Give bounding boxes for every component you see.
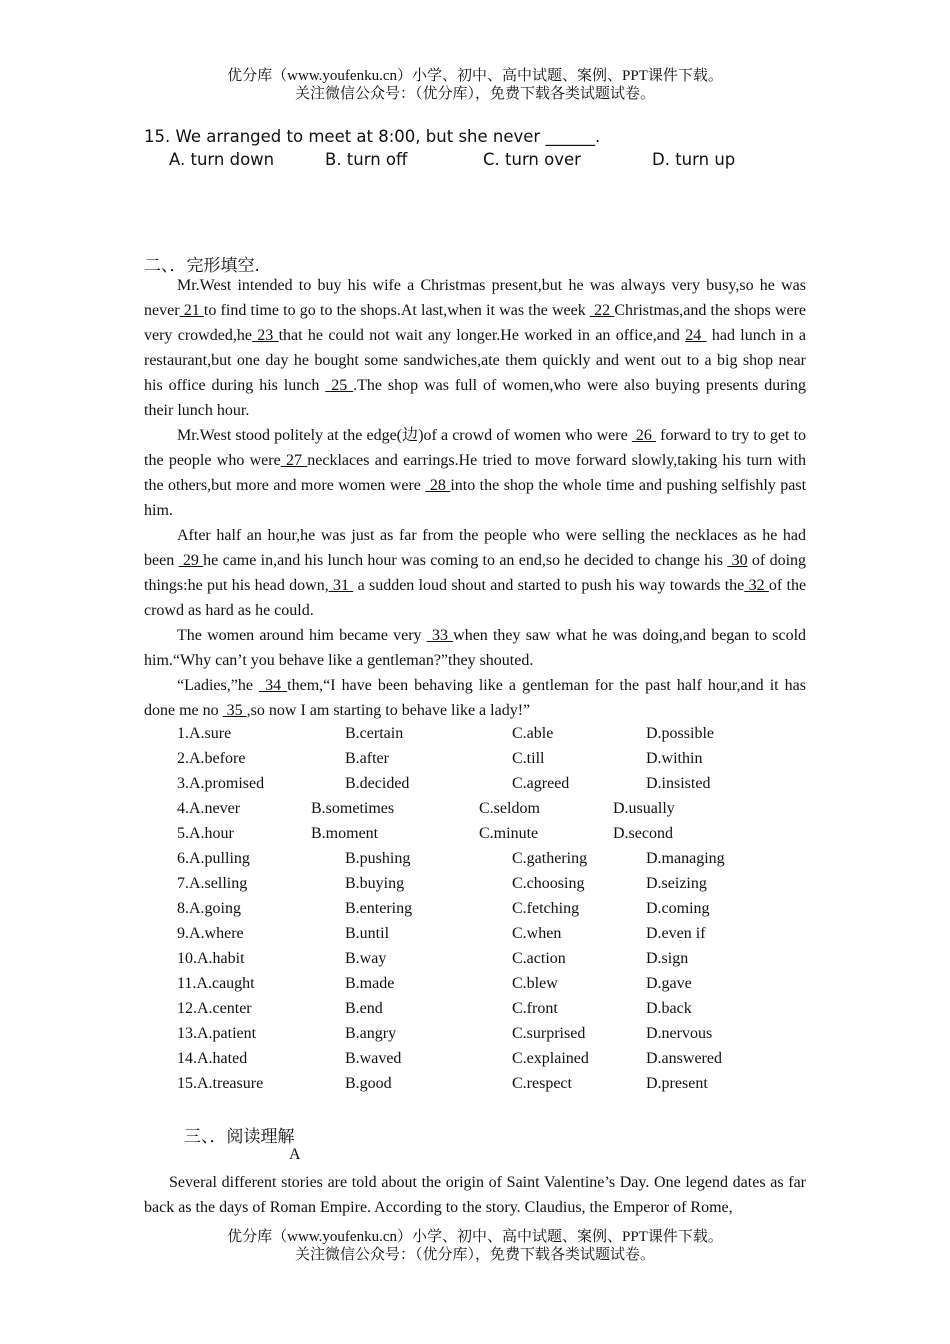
choice-option-b: B.made	[345, 975, 395, 992]
choice-option-c: C.action	[512, 950, 566, 967]
choice-row	[144, 796, 844, 821]
choice-row	[144, 746, 844, 771]
question-15	[144, 127, 844, 174]
choice-option-a: 11.A.caught	[177, 975, 255, 992]
blank-33: 33	[426, 627, 454, 644]
text-run: forward to try to get to the people who were	[144, 427, 807, 469]
choice-option-b: B.way	[345, 950, 387, 967]
choice-option-c: C.blew	[512, 975, 558, 992]
choice-option-a: 6.A.pulling	[177, 850, 250, 867]
choice-option-c: C.respect	[512, 1075, 572, 1092]
text-run: when they saw what he was doing,and began to scold him.“Why can’t you behave like a gentleman?”they shouted.	[144, 627, 807, 669]
choice-option-a: 15.A.treasure	[177, 1075, 264, 1092]
choice-option-c: C.fetching	[512, 900, 580, 917]
blank-22: 22	[589, 302, 615, 319]
text-run: Mr.West intended to buy his wife a Christmas present,but he was always very busy,so he was never	[144, 277, 806, 319]
choice-row	[144, 921, 844, 946]
choice-option-b: B.good	[345, 1075, 392, 1092]
choice-row	[144, 896, 844, 921]
blank-34: 34	[259, 677, 288, 694]
text-run: into the shop the whole time and pushing selfishly past him.	[144, 477, 807, 519]
text-run: .The shop was full of women,who were also buying presents during their lunch hour.	[144, 377, 807, 419]
blank-30: 30	[727, 552, 748, 569]
blank-27: 27	[280, 452, 308, 469]
header-line-1: 优分库（www.youfenku.cn）小学、初中、高中试题、案例、PPT课件下载。	[227, 68, 723, 84]
choice-row	[144, 996, 844, 1021]
choice-option-b: B.after	[345, 750, 389, 767]
blank-25: 25	[325, 377, 354, 394]
passage-label: A	[289, 1146, 301, 1163]
blank-26: 26	[631, 427, 657, 444]
choice-option-d: D.nervous	[646, 1025, 713, 1042]
choice-option-b: B.angry	[345, 1025, 397, 1042]
q15-option-d: D. turn up	[652, 150, 736, 169]
q15-option-a: A. turn down	[169, 150, 275, 169]
text-run: them,“I have been behaving like a gentleman for the past half hour,and it has done me no	[144, 677, 806, 719]
cloze-paragraph-3	[144, 523, 806, 623]
blank-23: 23	[251, 327, 279, 344]
text-run: that he could not wait any longer.He worked in an office,and	[278, 327, 686, 344]
blank-32: 32	[744, 577, 769, 594]
choice-option-c: C.front	[512, 1000, 558, 1017]
text-run: he came in,and his lunch hour was coming to an end,so he decided to change his	[203, 552, 728, 569]
reading-paragraph-1: Several different stories are told about the origin of Saint Valentine’s Day. One legend dates as far back as the days of Roman Empire. According to the story. Claudius, the Emperor of Rome,	[144, 1174, 806, 1216]
text-run: The women around him became very	[177, 627, 427, 644]
choice-option-d: D.managing	[646, 850, 725, 867]
question-15-stem: 15. We arranged to meet at 8:00, but she never ______.	[144, 127, 601, 146]
choice-option-d: D.even if	[646, 925, 706, 942]
header-line-2: 关注微信公众号：（优分库），免费下载各类试题试卷。	[294, 86, 655, 102]
page-footer	[0, 1228, 950, 1264]
choice-option-c: C.surprised	[512, 1025, 586, 1042]
choice-option-d: D.within	[646, 750, 703, 767]
choice-option-b: B.entering	[345, 900, 413, 917]
choice-option-d: D.seizing	[646, 875, 707, 892]
choice-option-d: D.sign	[646, 950, 689, 967]
choice-option-d: D.present	[646, 1075, 708, 1092]
choice-row	[144, 871, 844, 896]
blank-28: 28	[425, 477, 451, 494]
choice-row	[144, 971, 844, 996]
reading-passage	[144, 1170, 806, 1220]
choice-option-d: D.possible	[646, 725, 714, 742]
choice-option-b: B.pushing	[345, 850, 411, 867]
text-run: of the crowd as hard as he could.	[144, 577, 807, 619]
text-run: Mr.West stood politely at the edge(边)of a crowd of women who were	[177, 427, 632, 444]
footer-line-2: 关注微信公众号：（优分库），免费下载各类试题试卷。	[294, 1247, 655, 1263]
text-run: necklaces and earrings.He tried to move forward slowly,taking his turn with the others,but more and more women were	[144, 452, 806, 494]
q15-option-b: B. turn off	[325, 150, 408, 169]
choice-option-d: D.coming	[646, 900, 710, 917]
choice-option-c: C.able	[512, 725, 554, 742]
choice-option-a: 8.A.going	[177, 900, 241, 917]
text-run: “Ladies,”he	[177, 677, 260, 694]
choice-option-a: 5.A.hour	[177, 825, 234, 842]
choice-row	[144, 846, 844, 871]
choice-row	[144, 821, 844, 846]
choice-option-a: 4.A.never	[177, 800, 241, 817]
choice-option-b: B.end	[345, 1000, 383, 1017]
choice-option-c: C.choosing	[512, 875, 585, 892]
choice-option-d: D.answered	[646, 1050, 722, 1067]
text-run: of doing things:he put his head down,	[144, 552, 807, 594]
choice-option-a: 10.A.habit	[177, 950, 245, 967]
blank-21: 21	[179, 302, 204, 319]
blank-35: 35	[222, 702, 247, 719]
choice-option-b: B.waved	[345, 1050, 402, 1067]
blank-29: 29	[178, 552, 204, 569]
choice-row	[144, 721, 844, 746]
footer-line-1: 优分库（www.youfenku.cn）小学、初中、高中试题、案例、PPT课件下载。	[227, 1229, 723, 1245]
choice-option-c: C.when	[512, 925, 562, 942]
choice-option-d: D.gave	[646, 975, 692, 992]
blank-31: 31	[328, 577, 354, 594]
choice-option-a: 2.A.before	[177, 750, 246, 767]
choice-option-b: B.moment	[311, 825, 379, 842]
page-header	[0, 67, 950, 103]
choice-row	[144, 946, 844, 971]
choices-table	[144, 721, 844, 1096]
text-run: a sudden loud shout and started to push his way towards the	[353, 577, 745, 594]
text-run: had lunch in a restaurant,but one day he bought some sandwiches,ate them quickly and went out to a big shop near his office during his lunch	[144, 327, 807, 394]
choice-option-c: C.agreed	[512, 775, 570, 792]
choice-option-c: C.gathering	[512, 850, 588, 867]
choice-option-c: C.till	[512, 750, 545, 767]
choice-option-d: D.back	[646, 1000, 692, 1017]
choice-option-d: D.second	[613, 825, 673, 842]
choice-option-b: B.certain	[345, 725, 404, 742]
choice-row	[144, 1071, 844, 1096]
text-run: to find time to go to the shops.At last,when it was the week	[203, 302, 590, 319]
text-run: ,so now I am starting to behave like a lady!”	[246, 702, 531, 719]
choice-row	[144, 1021, 844, 1046]
choice-option-b: B.buying	[345, 875, 405, 892]
choice-option-a: 9.A.where	[177, 925, 244, 942]
cloze-paragraph-2	[144, 423, 806, 523]
blank-24: 24	[685, 327, 707, 344]
section-2-title: 二、．完形填空.	[144, 256, 260, 276]
choice-option-a: 3.A.promised	[177, 775, 265, 792]
q15-option-c: C. turn over	[483, 150, 581, 169]
choice-option-c: C.minute	[479, 825, 539, 842]
choice-option-a: 12.A.center	[177, 1000, 252, 1017]
choice-option-b: B.decided	[345, 775, 410, 792]
choice-option-a: 14.A.hated	[177, 1050, 248, 1067]
choice-option-a: 13.A.patient	[177, 1025, 257, 1042]
choice-option-c: C.explained	[512, 1050, 589, 1067]
choice-option-d: D.usually	[613, 800, 675, 817]
section-3-title: 三、．阅读理解	[184, 1127, 295, 1147]
choice-option-a: 7.A.selling	[177, 875, 248, 892]
choice-option-d: D.insisted	[646, 775, 711, 792]
choice-option-a: 1.A.sure	[177, 725, 232, 742]
choice-option-b: B.until	[345, 925, 390, 942]
cloze-passage	[144, 273, 806, 723]
text-run: After half an hour,he was just as far from the people who were selling the necklaces as he had been	[144, 527, 806, 569]
choice-row	[144, 771, 844, 796]
choice-row	[144, 1046, 844, 1071]
choice-option-c: C.seldom	[479, 800, 540, 817]
cloze-paragraph-4	[144, 623, 806, 673]
cloze-paragraph-1	[144, 273, 806, 423]
choice-option-b: B.sometimes	[311, 800, 395, 817]
cloze-paragraph-5	[144, 673, 806, 723]
question-15-options	[144, 150, 844, 174]
text-run: Christmas,and the shops were very crowded,he	[144, 302, 807, 344]
